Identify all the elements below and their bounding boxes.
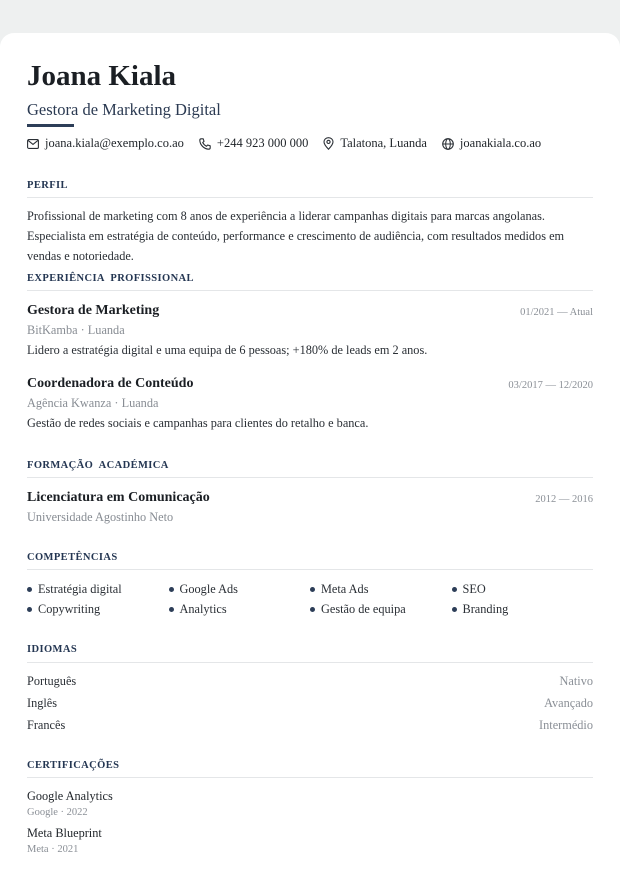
contact-email-text: joana.kiala@exemplo.co.ao xyxy=(45,136,184,150)
contact-email[interactable] xyxy=(27,136,184,151)
language-level: Avançado xyxy=(544,696,593,710)
section-divider xyxy=(27,777,593,778)
contact-website-text: joanakiala.co.ao xyxy=(459,136,542,150)
skill-item xyxy=(452,602,594,617)
certification-entry xyxy=(27,789,113,818)
bullet-icon xyxy=(310,587,315,592)
skills-section-title: COMPETÊNCIAS xyxy=(27,552,118,563)
language-row xyxy=(27,674,593,689)
language-level: Intermédio xyxy=(539,718,593,732)
section-divider xyxy=(27,197,593,198)
skill-label: Copywriting xyxy=(38,602,101,616)
location-pin-icon xyxy=(323,137,334,150)
bullet-icon xyxy=(169,587,174,592)
title-accent-rule xyxy=(27,124,74,127)
skill-label: SEO xyxy=(462,582,486,596)
job-description: Lidero a estratégia digital e uma equipa de 6 pessoas; +180% de leads em 2 anos. xyxy=(27,343,428,357)
job-dates: 03/2017 — 12/2020 xyxy=(508,380,593,391)
job-company: Agência Kwanza · Luanda xyxy=(27,396,159,410)
education-entry xyxy=(27,490,593,525)
mail-icon xyxy=(27,139,39,149)
institution: Universidade Agostinho Neto xyxy=(27,510,174,524)
certification-entry xyxy=(27,826,102,855)
skills-grid xyxy=(27,582,593,617)
bullet-icon xyxy=(27,607,32,612)
contact-phone-text: +244 923 000 000 xyxy=(216,136,309,150)
skill-label: Meta Ads xyxy=(321,582,369,596)
language-name: Francês xyxy=(27,718,66,732)
language-row xyxy=(27,718,593,733)
contact-location xyxy=(323,136,427,151)
skill-label: Gestão de equipa xyxy=(321,602,406,616)
skill-label: Analytics xyxy=(179,602,227,616)
candidate-role: Gestora de Marketing Digital xyxy=(27,100,221,119)
certification-name: Google Analytics xyxy=(27,789,113,803)
bullet-icon xyxy=(27,587,32,592)
phone-icon xyxy=(199,138,211,150)
bullet-icon xyxy=(310,607,315,612)
certification-meta: Meta · 2021 xyxy=(27,844,79,855)
experience-entry xyxy=(27,303,593,358)
skill-item xyxy=(452,582,594,597)
skill-item xyxy=(169,582,311,597)
bullet-icon xyxy=(452,587,457,592)
section-divider xyxy=(27,662,593,663)
degree-title: Licenciatura em Comunicação xyxy=(27,490,210,505)
profile-section-title: PERFIL xyxy=(27,180,68,191)
job-description: Gestão de redes sociais e campanhas para clientes do retalho e banca. xyxy=(27,416,369,430)
certification-meta: Google · 2022 xyxy=(27,807,88,818)
contact-bar xyxy=(27,136,556,151)
education-dates: 2012 — 2016 xyxy=(535,494,593,505)
contact-phone[interactable] xyxy=(199,136,308,151)
candidate-name: Joana Kiala xyxy=(27,60,177,92)
skill-item xyxy=(27,582,169,597)
certification-name: Meta Blueprint xyxy=(27,826,102,840)
languages-section-title: IDIOMAS xyxy=(27,644,78,655)
education-section-title: FORMAÇÃO ACADÉMICA xyxy=(27,460,169,471)
language-row xyxy=(27,696,593,711)
certifications-section-title: CERTIFICAÇÕES xyxy=(27,760,120,771)
skill-item xyxy=(310,582,452,597)
bullet-icon xyxy=(452,607,457,612)
bullet-icon xyxy=(169,607,174,612)
language-name: Português xyxy=(27,674,77,688)
contact-location-text: Talatona, Luanda xyxy=(340,136,427,150)
experience-entry xyxy=(27,376,593,431)
resume-sheet xyxy=(0,33,620,893)
skill-item xyxy=(169,602,311,617)
contact-website[interactable] xyxy=(442,136,541,151)
experience-section-title: EXPERIÊNCIA PROFISSIONAL xyxy=(27,273,194,284)
section-divider xyxy=(27,477,593,478)
skill-item xyxy=(310,602,452,617)
section-divider xyxy=(27,290,593,291)
language-level: Nativo xyxy=(559,674,593,688)
skill-item xyxy=(27,602,169,617)
job-dates: 01/2021 — Atual xyxy=(520,307,593,318)
profile-summary: Profissional de marketing com 8 anos de experiência a liderar campanhas digitais para marcas angolanas. Especialista em estratégia de conteúdo, performance e crescimento de audiência, com resultados medidos em vendas e notoriedade. xyxy=(27,209,565,263)
globe-icon xyxy=(442,138,454,150)
section-divider xyxy=(27,569,593,570)
skill-label: Google Ads xyxy=(179,582,238,596)
job-title: Gestora de Marketing xyxy=(27,303,160,318)
skill-label: Estratégia digital xyxy=(38,582,122,596)
job-title: Coordenadora de Conteúdo xyxy=(27,376,194,391)
job-company: BitKamba · Luanda xyxy=(27,323,125,337)
language-name: Inglês xyxy=(27,696,58,710)
skill-label: Branding xyxy=(462,602,509,616)
